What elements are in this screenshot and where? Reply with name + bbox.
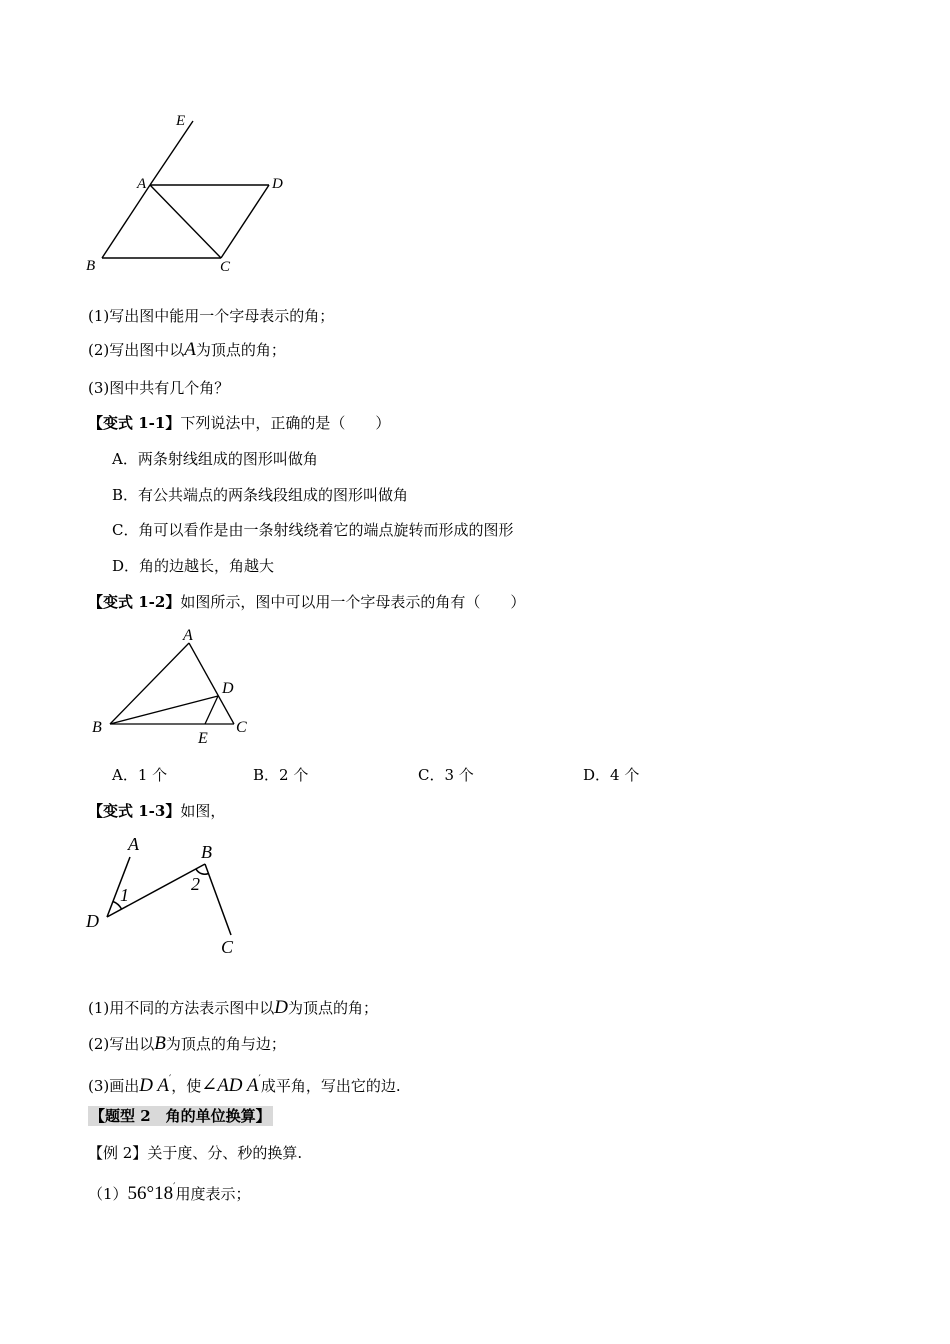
example-2-tag: 【例 2】 bbox=[88, 1144, 148, 1162]
label-e: E bbox=[176, 113, 186, 129]
label-a: A bbox=[128, 834, 139, 854]
variant-1-2-question: 如图所示，图中可以用一个字母表示的角有（ ） bbox=[180, 593, 526, 611]
variant-1-1-tag: 【变式 1-1】 bbox=[88, 414, 181, 432]
segment-ab bbox=[110, 643, 189, 724]
label-angle-1: 1 bbox=[120, 885, 129, 905]
example-2-sub1-pre: （1） bbox=[88, 1185, 128, 1203]
example-2-sub1 bbox=[88, 1178, 250, 1204]
q1-line2 bbox=[88, 340, 286, 360]
segment-de bbox=[205, 696, 218, 724]
variant-1-2-stem bbox=[88, 592, 525, 612]
q1-line3: (3)图中共有几个角？ bbox=[88, 379, 230, 397]
ray-bc bbox=[205, 864, 231, 935]
label-b: B bbox=[201, 842, 212, 862]
variant-1-2-option-d: D．4 个 bbox=[583, 766, 640, 784]
variant-1-2-option-b: B．2 个 bbox=[253, 766, 309, 784]
variant-1-3-line1-post: 为顶点的角； bbox=[287, 999, 378, 1017]
figure-1-parallelogram bbox=[80, 108, 300, 280]
segment-ac bbox=[150, 185, 221, 258]
variant-1-1-stem bbox=[88, 413, 390, 433]
example-2-stem bbox=[88, 1143, 302, 1163]
variant-1-3-line3-post: 成平角，写出它的边. bbox=[260, 1077, 401, 1095]
variant-1-3-line2-pre: (2)写出以 bbox=[88, 1035, 155, 1053]
segment-dc bbox=[221, 185, 269, 258]
variant-1-1-option-d: D．角的边越长，角越大 bbox=[112, 557, 275, 575]
variant-1-2-tag: 【变式 1-2】 bbox=[88, 593, 181, 611]
variant-1-3-question: 如图， bbox=[180, 802, 226, 820]
variant-1-3-line3-math2: AD A bbox=[217, 1075, 259, 1096]
segment-bd bbox=[110, 696, 218, 724]
label-a: A bbox=[137, 176, 147, 192]
label-c: C bbox=[236, 719, 247, 736]
variant-1-3-stem bbox=[88, 801, 225, 821]
label-d: D bbox=[86, 911, 99, 931]
label-c: C bbox=[221, 937, 234, 957]
variant-1-3-line3-prime1: ′ bbox=[168, 1074, 172, 1085]
variant-1-3-line2-post: 为顶点的角与边； bbox=[165, 1035, 286, 1053]
section-2-title: 【题型 2 角的单位换算】 bbox=[90, 1107, 271, 1125]
segment-ae bbox=[150, 121, 193, 185]
q1-line2-var: A bbox=[184, 339, 196, 360]
label-a: A bbox=[183, 627, 193, 644]
variant-1-3-line2-var: B bbox=[154, 1033, 166, 1054]
variant-1-3-tag: 【变式 1-3】 bbox=[88, 802, 181, 820]
q1-line1: (1)写出图中能用一个字母表示的角； bbox=[88, 307, 335, 325]
example-2-sub1-math: 56°18 bbox=[127, 1183, 174, 1204]
segment-ab bbox=[102, 185, 150, 258]
variant-1-3-line3 bbox=[88, 1070, 401, 1096]
q1-line2-pre: (2)写出图中以 bbox=[88, 341, 185, 359]
label-b: B bbox=[92, 719, 102, 736]
variant-1-2-option-c: C．3 个 bbox=[418, 766, 474, 784]
variant-1-3-line3-pre: (3)画出 bbox=[88, 1077, 140, 1095]
variant-1-3-line3-prime2: ′ bbox=[258, 1074, 261, 1085]
example-2-sub1-prime: ′ bbox=[173, 1182, 176, 1193]
example-2-question: 关于度、分、秒的换算. bbox=[147, 1144, 303, 1162]
label-b: B bbox=[86, 258, 96, 274]
variant-1-1-option-c: C．角可以看作是由一条射线绕着它的端点旋转而形成的图形 bbox=[112, 521, 514, 539]
variant-1-3-line3-mid: ，使 bbox=[171, 1077, 202, 1095]
variant-1-1-question: 下列说法中，正确的是（ ） bbox=[180, 414, 391, 432]
variant-1-1-option-a: A．两条射线组成的图形叫做角 bbox=[112, 450, 318, 468]
variant-1-3-line3-angle: ∠ bbox=[201, 1075, 218, 1096]
variant-1-3-line2 bbox=[88, 1034, 286, 1054]
figure-3-angles bbox=[80, 830, 260, 965]
q1-line2-post: 为顶点的角； bbox=[195, 341, 286, 359]
label-d: D bbox=[272, 176, 283, 192]
label-c: C bbox=[220, 259, 231, 275]
label-e: E bbox=[198, 730, 208, 747]
label-d: D bbox=[222, 680, 234, 697]
figure-2-triangle bbox=[88, 622, 260, 748]
variant-1-3-line1-pre: (1)用不同的方法表示图中以 bbox=[88, 999, 275, 1017]
label-angle-2: 2 bbox=[191, 874, 200, 894]
variant-1-3-line1-var: D bbox=[274, 997, 288, 1018]
example-2-sub1-post: 用度表示； bbox=[175, 1185, 251, 1203]
variant-1-3-line3-math1: D A bbox=[139, 1075, 169, 1096]
variant-1-2-option-a: A．1 个 bbox=[112, 766, 168, 784]
variant-1-1-option-b: B．有公共端点的两条线段组成的图形叫做角 bbox=[112, 486, 409, 504]
variant-1-3-line1 bbox=[88, 998, 378, 1018]
